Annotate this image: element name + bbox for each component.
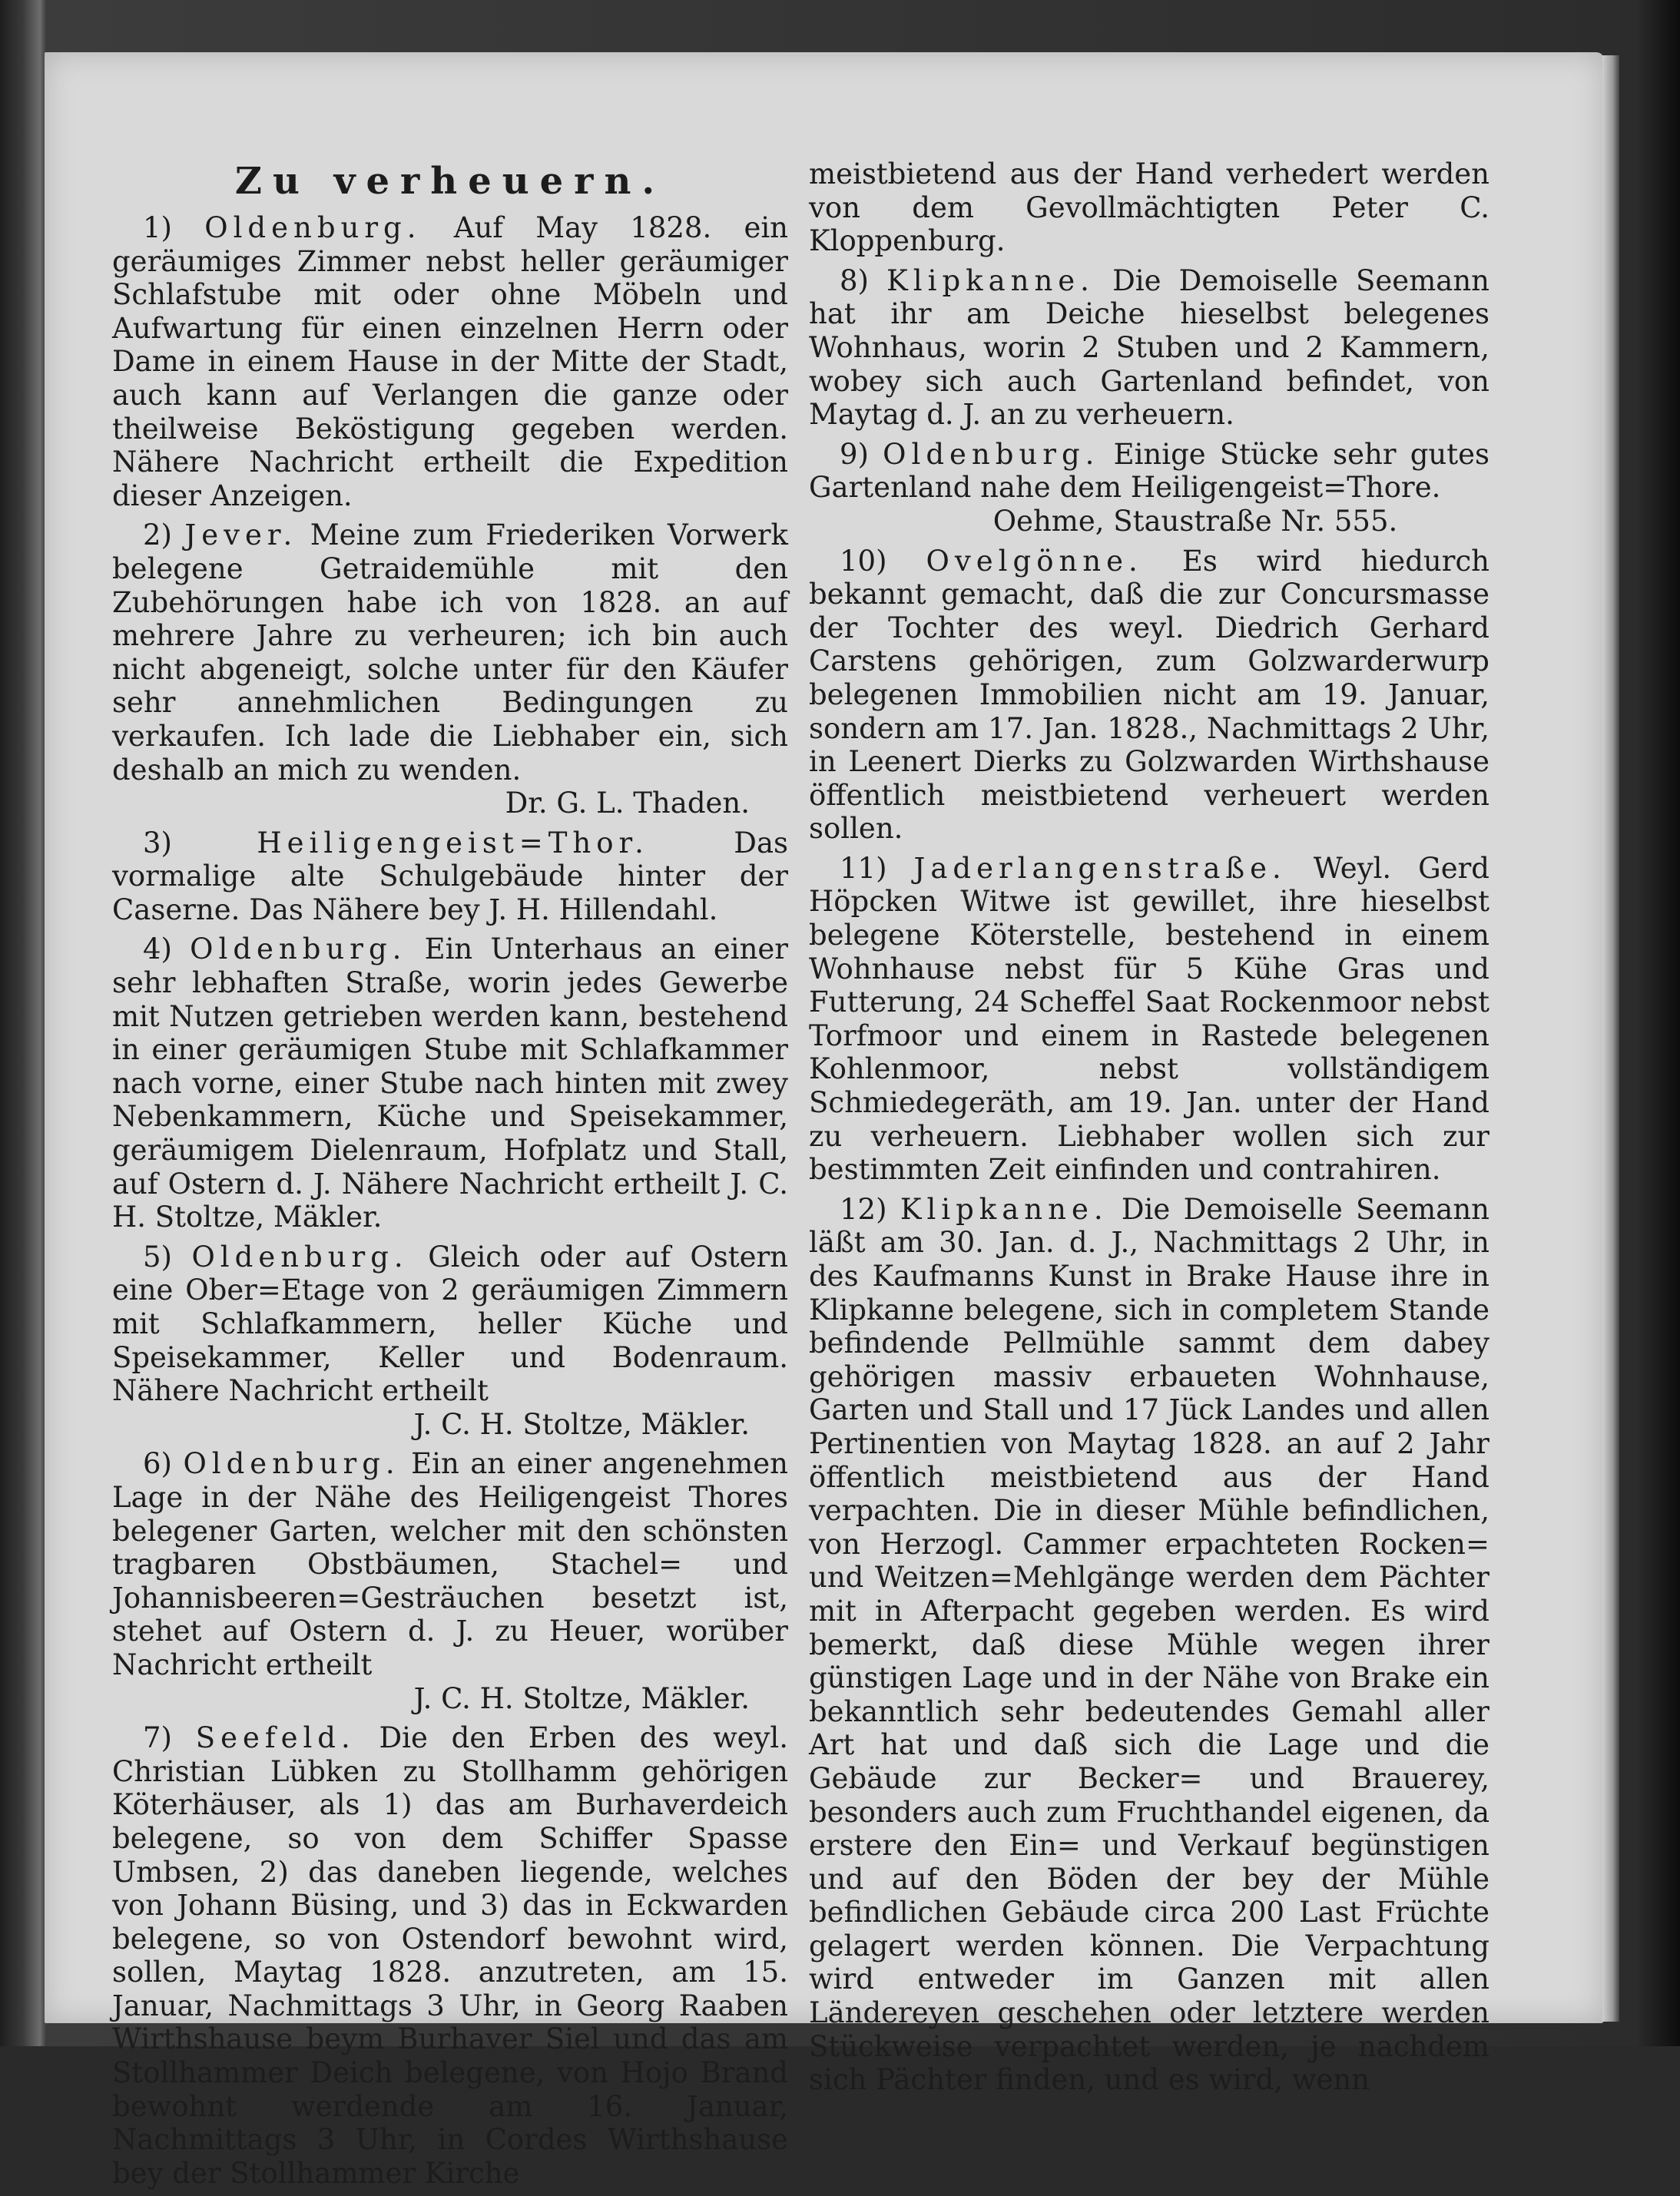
announcement-entry [112,826,788,927]
announcement-entry [809,545,1489,846]
entry-place: Jever. [184,518,298,552]
entry-place: Jaderlangenstraße. [913,851,1287,885]
entry-place: Oldenburg. [191,1240,409,1274]
entry-number: 7) [143,1721,172,1755]
entry-text: Meine zum Friederiken Vorwerk belegene Getraidemühle mit den Zubehörungen habe ich von 1828. an auf mehrere Jahre zu verheuren; ich bin auch nicht abgeneigt, solche unter für den Käufer sehr annehmlichen Bedingungen zu verkaufen. Ich lade die Liebhaber ein, sich deshalb an mich zu wenden. [112,518,788,787]
entry-signature: Dr. G. L. Thaden. [505,787,750,820]
announcement-entry [112,1721,788,2190]
entry-number: 12) [840,1192,887,1226]
right-column [809,157,1489,2103]
entry-text: Die Demoiselle Seemann hat ihr am Deiche hieselbst belegenes Wohnhaus, worin 2 Stuben und 2 Kammern, wobey sich auch Gartenland befindet, von Maytag d. J. an zu verheuern. [809,263,1489,432]
entry-signature: J. C. H. Stoltze, Mäkler. [413,1681,750,1715]
entry-number: 9) [840,437,869,471]
left-entries [112,211,788,2190]
entry-place: Seefeld. [195,1721,356,1755]
entry-place: Klipkanne. [886,263,1095,297]
entry-text: Weyl. Gerd Höpcken Witwe ist gewillet, ihre hieselbst belegene Köterstelle, bestehend in einem Wohnhause nebst für 5 Kühe Gras und Futterung, 24 Scheffel Saat Rockenmoor nebst Torfmoor und einem in Rastede belegenen Kohlenmoor, nebst vollständigem Schmiedegeräth, am 19. Jan. unter der Hand zu verheuern. Liebhaber wollen sich zur bestimmten Zeit einfinden und contrahiren. [809,851,1489,1187]
entry-text: Das vormalige alte Schulgebäude hinter der Caserne. Das Nähere bey J. H. Hillendahl. [112,826,788,926]
entry-text: Ein an einer angenehmen Lage in der Nähe des Heiligengeist Thores belegener Garten, welcher mit den schönsten tragbaren Obstbäumen, Stachel= und Johannisbeeren=Gesträuchen besetzt ist, stehet auf Ostern d. J. zu Heuer, worüber Nachricht ertheilt [112,1447,789,1681]
entry-place: Heiligengeist=Thor. [257,826,649,860]
entry-signature: Oehme, Staustraße Nr. 555. [992,504,1398,538]
announcement-entry [112,932,788,1234]
entry-place: Ovelgönne. [926,544,1143,578]
announcement-entry [809,438,1489,538]
announcement-entry [112,1447,788,1715]
announcement-entry [112,518,788,820]
entry-number: 11) [840,851,887,885]
left-column [112,157,788,2196]
entry-text: Die den Erben des weyl. Christian Lübken zu Stollhamm gehörigen Köterhäuser, als 1) das am Burhaverdeich belegene, so von dem Schiffer Spasse Umbsen, 2) das daneben liegende, welches von Johann Büsing, und 3) das in Eckwarden belegene, so von Ostendorf bewohnt wird, sollen, Maytag 1828. anzutreten, am 15. Januar, Nachmittags 3 Uhr, in Georg Raaben Wirthshause beym Burhaver Siel und das am Stollhammer Deich belegene, von Hojo Brand bewohnt werdende am 16. Januar, Nachmittags 3 Uhr, in Cordes Wirthshause bey der Stollhammer Kirche [112,1721,789,2190]
announcement-entry [809,1193,1489,2097]
entry-number: 10) [840,544,887,578]
entry-place: Oldenburg. [204,211,422,244]
entry-place: Klipkanne. [900,1192,1108,1226]
announcement-entry [809,264,1489,432]
entry-number: 1) [143,211,172,244]
announcement-entry [112,1240,788,1442]
entry-place: Oldenburg. [190,932,407,966]
announcement-entry [809,852,1489,1187]
page-edge [1602,55,1619,2022]
entry-number: 3) [143,826,172,860]
entry-number: 6) [143,1447,172,1481]
entry-text: Es wird hiedurch bekannt gemacht, daß die zur Concursmasse der Tochter des weyl. Diedrich Gerhard Carstens gehörigen, zum Golzwarderwurp belegenen Immobilien nicht am 19. Januar, sondern am 17. Jan. 1828., Nachmittags 2 Uhr, in Leenert Dierks zu Golzwarden Wirthshause öffentlich meistbietend verheuert werden sollen. [809,544,1490,846]
entry-text: Gleich oder auf Ostern eine Ober=Etage von 2 geräumigen Zimmern mit Schlafkammern, heller Küche und Speisekammer, Keller und Bodenraum. Nähere Nachricht ertheilt [112,1240,789,1408]
entry-text: meistbietend aus der Hand verhedert werden von dem Gevollmächtigten Peter C. Kloppenburg. [809,157,1489,258]
entry-text: Die Demoiselle Seemann läßt am 30. Jan. d. J., Nachmittags 2 Uhr, in des Kaufmanns Kunst in Brake Hause ihre in Klipkanne belegene, sich in completem Stande befindende Pellmühle sammt dem dabey gehörigen massiv erbaueten Wohnhause, Garten und Stall und 17 Jück Landes und allen Pertinentien von Maytag 1828. an auf 2 Jahr öffentlich meistbietend aus der Hand verpachten. Die in dieser Mühle befindlichen, von Herzogl. Cammer erpachteten Rocken= und Weitzen=Mehlgänge werden dem Pächter mit in Afterpacht gegeben werden. Es wird bemerkt, daß diese Mühle wegen ihrer günstigen Lage und in der Nähe von Brake ein bekanntlich sehr bedeutendes Gemahl aller Art hat und daß sich die Lage und die Gebäude zur Becker= und Brauerey, besonders auch zum Fruchthandel eigenen, da erstere den Ein= und Verkauf begünstigen und auf den Böden der bey der Mühle befindlichen Gebäude circa 200 Last Früchte gelagert werden können. Die Verpachtung wird entweder im Ganzen mit allen Ländereyen geschehen oder letztere werden Stückweise verpachtet werden, je nachdem sich Pächter finden, und es wird, wenn [809,1192,1489,2097]
section-heading: Zu verheuern. [234,160,666,203]
entry-text: Ein Unterhaus an einer sehr lebhaften Straße, worin jedes Gewerbe mit Nutzen getrieben werden kann, bestehend in einer geräumigen Stube mit Schlafkammer nach vorne, einer Stube nach hinten mit zwey Nebenkammern, Küche und Speisekammer, geräumigem Dielenraum, Hofplatz und Stall, auf Ostern d. J. Nähere Nachricht ertheilt J. C. H. Stoltze, Mäkler. [112,932,788,1234]
entry-number: 2) [143,518,172,552]
entry-text: Einige Stücke sehr gutes Gartenland nahe dem Heiligengeist=Thore. [809,437,1489,505]
entry-signature: J. C. H. Stoltze, Mäkler. [413,1407,750,1441]
entry-number: 4) [143,932,172,966]
right-entries [809,157,1489,2097]
announcement-entry [112,211,788,512]
entry-text: Auf May 1828. ein geräumiges Zimmer nebst heller geräumiger Schlafstube mit oder ohne Möbeln und Aufwartung für einen einzelnen Herrn oder Dame in einem Hause in der Mitte der Stadt, auch kann auf Verlangen die ganze oder theilweise Beköstigung gegeben werden. Nähere Nachricht ertheilt die Expedition dieser Anzeigen. [112,211,789,512]
entry-number: 5) [143,1240,172,1274]
announcement-entry [809,157,1489,258]
entry-place: Oldenburg. [883,437,1100,471]
entry-place: Oldenburg. [183,1447,400,1481]
entry-number: 8) [840,263,869,297]
